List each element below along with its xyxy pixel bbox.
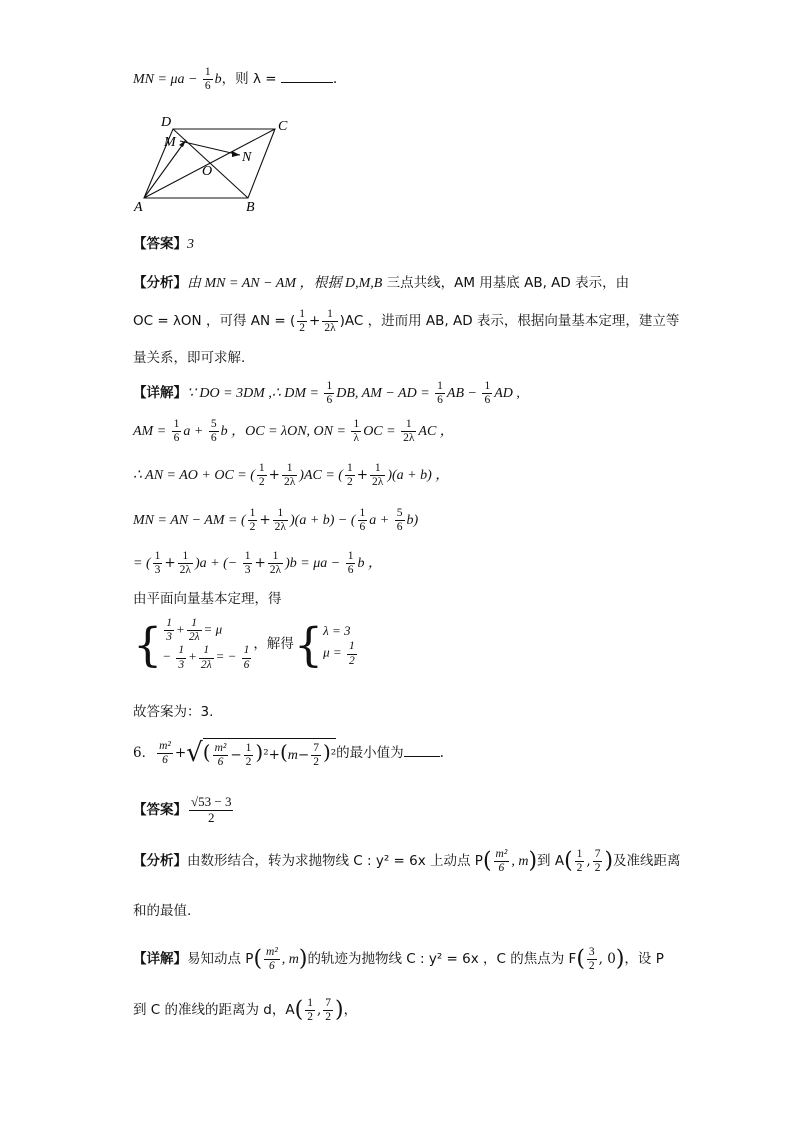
q6-answer: 【答案】 $\frac{√53 - 3}{2}$ bbox=[133, 794, 232, 825]
vector-expression: MN = μa − bbox=[133, 72, 201, 88]
label-n: N bbox=[242, 150, 252, 165]
answer-blank bbox=[281, 70, 333, 83]
q5-detail-2: AM = $\frac{1}{6}$ a + $\frac{5}{6}$ b ，OC = λON, ON = $\frac{1}{\lambda}$ OC = $\frac{1}{2\lambda}$ AC ， bbox=[133, 418, 454, 445]
label-a: A bbox=[134, 200, 143, 215]
label-m: M bbox=[164, 135, 176, 150]
question-5-tail: MN = μa − $\frac{1}{6}$ b，则 λ = . bbox=[133, 66, 338, 93]
q6-question: 6． $\frac{\text{m²}}{6}$ +√( $\frac{\text{m²}}{6}$ − $\frac{1}{2}$ )²+(m− $\frac{7}{2}$ )²的最小值为 . bbox=[133, 738, 444, 769]
q6-detail-2: 到 C 的准线的距离为 d，A( $\frac{1}{2}$ , $\frac{7}{2}$ )， bbox=[133, 997, 358, 1024]
parallelogram-figure bbox=[128, 112, 298, 216]
q5-analysis-3: 量关系，即可求解. bbox=[133, 350, 246, 366]
label-d: D bbox=[161, 115, 172, 130]
q5-detail-3: ∴ AN = AO + OC = ( $\frac{1}{2}$ + $\frac{1}{2\lambda}$ )AC = ( $\frac{1}{2}$ + $\frac{1}{2\lambda}$ )(a + b) ， bbox=[133, 462, 450, 489]
q6-analysis-1: 【分析】由数形结合，转为求抛物线 C : y² = 6x 上动点 P( $\frac{\text{m²}}{6}$ , m)到 A( $\frac{1}{2}$ , $\frac{7}{2}$ )及准线距离 bbox=[133, 848, 681, 875]
q6-detail-1: 【详解】易知动点 P( $\frac{\text{m²}}{6}$ , m)的轨迹为抛物线 C : y² = 6x ，C 的焦点为 F( $\frac{3}{2}$ , 0)，设 P bbox=[133, 946, 664, 973]
q6-analysis-2: 和的最值. bbox=[133, 903, 192, 919]
q5-detail-1: 【详解】∵ DO = 3DM ,∴ DM = $\frac{1}{6}$ DB, AM − AD = $\frac{1}{6}$ AB − $\frac{1}{6}$ AD , bbox=[133, 380, 520, 407]
label-c: C bbox=[278, 119, 288, 134]
q5-final: 故答案为：3. bbox=[133, 704, 214, 720]
q5-detail-5: = ( $\frac{1}{3}$ + $\frac{1}{2\lambda}$ )a + (− $\frac{1}{3}$ + $\frac{1}{2\lambda}$ )b = μa − $\frac{1}{6}$ b ， bbox=[133, 550, 382, 577]
q5-answer: 【答案】3 bbox=[133, 236, 194, 252]
q5-equation-system: { $\frac{1}{3}$ + $\frac{1}{2\lambda}$ = μ − $\frac{1}{3}$ + $\frac{1}{2\lambda}$ = − $\frac{1}{6}$ ，解得{ λ = 3 μ = $\frac{1}{2}$ bbox=[133, 617, 355, 672]
vector-mn bbox=[180, 141, 240, 155]
label-o: O bbox=[202, 164, 213, 179]
q5-analysis-1: 【分析】由 MN = AN − AM ，根据 D,M,B 三点共线，AM 用基底 AB, AD 表示，由 bbox=[133, 275, 630, 291]
answer-blank bbox=[404, 744, 440, 757]
q5-theorem-line: 由平面向量基本定理，得 bbox=[133, 591, 282, 607]
arrow-n bbox=[232, 151, 240, 157]
label-b: B bbox=[246, 200, 255, 215]
fraction: $\frac{1}{6}$ bbox=[204, 66, 211, 93]
q5-detail-4: MN = AN − AM = ( $\frac{1}{2}$ + $\frac{1}{2\lambda}$ )(a + b) − ( $\frac{1}{6}$ a + $\frac{5}{6}$ b) bbox=[133, 507, 419, 534]
q5-analysis-2: OC = λON ，可得 AN = ( $\frac{1}{2}$ + $\frac{1}{2\lambda}$ )AC ，进而用 AB, AD 表示，根据向量基本定理，建立等 bbox=[133, 308, 680, 335]
